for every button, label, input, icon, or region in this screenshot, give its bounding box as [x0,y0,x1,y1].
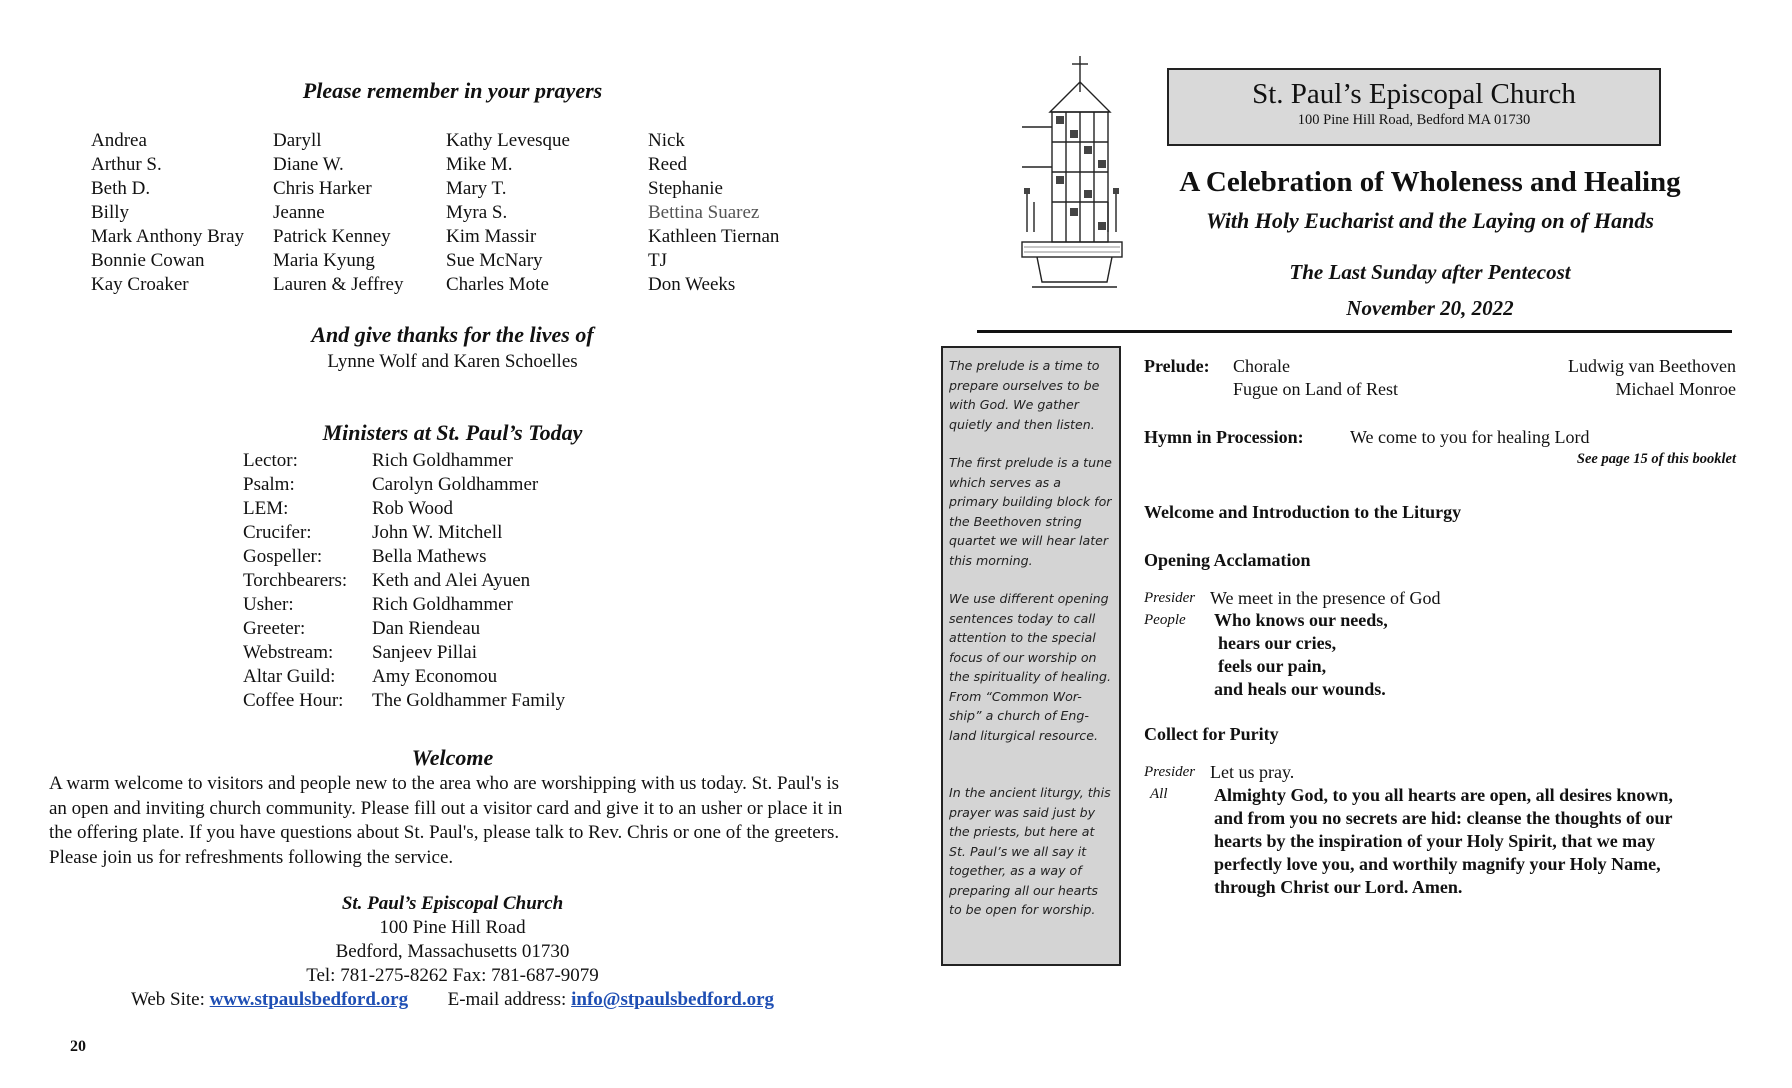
prayer-column-2 [273,129,403,297]
minister-role: Coffee Hour: [243,690,344,711]
prayers-heading: Please remember in your prayers [302,78,603,103]
minister-row [243,594,513,616]
minister-role: Greeter: [243,618,306,639]
minister-row [243,570,531,592]
prayer-name: Kim Massir [446,226,537,247]
service-subtitle: With Holy Eucharist and the Laying on of Hands [1206,208,1654,233]
prelude-piece-1: Chorale [1233,356,1290,376]
prelude-piece-2: Fugue on Land of Rest [1233,379,1398,399]
website-link[interactable]: www.stpaulsbedford.org [209,989,409,1010]
minister-row [243,498,453,520]
prayer-name: Maria Kyung [273,250,375,271]
collect-all-line: perfectly love you, and worthily magnify your Holy Name, [1214,854,1661,874]
minister-role: Lector: [243,450,298,471]
prayer-name: Diane W. [273,154,344,175]
minister-name: Rich Goldhammer [372,594,513,615]
minister-row [243,642,478,664]
sidebar-note: The first prelude is a tune which serves as a primary building block for the Beethoven string quartet we will hear later this morning. [949,455,1112,568]
minister-role: Gospeller: [243,546,323,567]
prayer-name: Myra S. [446,202,508,223]
acclamation-people-line: Who knows our needs, [1214,610,1388,630]
ministers-heading: Ministers at St. Paul’s Today [322,420,583,445]
prayer-name: Kay Croaker [91,274,189,295]
prayer-column-4 [648,129,779,297]
minister-role: Crucifer: [243,522,312,543]
collect-all-line: hearts by the inspiration of your Holy Spirit, that we may [1214,831,1656,851]
prayer-name: Nick [648,130,685,151]
prayer-column-3 [446,129,570,297]
prayer-column-1 [91,129,244,297]
church-name-footer: St. Paul’s Episcopal Church [341,893,564,914]
acclamation-people-line: and heals our wounds. [1214,679,1386,699]
welcome-paragraph: A warm welcome to visitors and people new to the area who are worshipping with us today. St. Paul's is an open and inviting church community. Please fill out a visitor card and give it to an usher or place it in the offering plate. If you have questions about St. Paul's, please talk to Rev. Chris or one of the greeters. Please join us for refreshments following the service. [49,773,843,868]
church-address: 100 Pine Hill Road, Bedford MA 01730 [1297,112,1531,128]
prayer-name: Don Weeks [648,274,736,295]
header-divider [977,330,1732,333]
welcome-intro-heading: Welcome and Introduction to the Liturgy [1144,502,1462,522]
prayer-name: Bettina Suarez [648,202,760,223]
prayer-name: Daryll [273,130,322,151]
minister-row [243,690,566,712]
thanks-heading: And give thanks for the lives of [311,322,594,347]
sidebar-note: In the ancient liturgy, this prayer was said just by the priests, but here at St. Paul’s we all say it together, as a way of preparing all our hearts to be open for worship. [949,785,1111,917]
minister-name: The Goldhammer Family [372,690,566,711]
minister-role: Webstream: [243,642,334,663]
prayer-name: Mary T. [446,178,507,199]
minister-name: Rich Goldhammer [372,450,513,471]
prayer-name: Stephanie [648,178,723,199]
presider-label: Presider [1144,590,1196,606]
prayer-name: Billy [91,202,130,223]
web-label: Web Site: [130,989,210,1010]
people-label: People [1144,612,1186,628]
minister-role: Usher: [243,594,294,615]
prayer-name: Charles Mote [446,274,549,295]
minister-role: LEM: [243,498,289,519]
collect-all-line: Almighty God, to you all hearts are open, all desires known, [1214,785,1673,805]
hymn-title: We come to you for healing Lord [1350,427,1590,447]
minister-row [243,618,481,640]
page-number: 20 [70,1038,86,1055]
address-line-2: Bedford, Massachusetts 01730 [335,941,570,962]
minister-role: Altar Guild: [243,666,336,687]
address-line-1: 100 Pine Hill Road [379,917,526,938]
email-label: E-mail address: [447,989,572,1010]
minister-name: Dan Riendeau [372,618,481,639]
minister-row [243,666,498,688]
thanks-names: Lynne Wolf and Karen Schoelles [327,351,578,372]
occasion: The Last Sunday after Pentecost [1289,260,1571,284]
prayer-name: Arthur S. [91,154,162,175]
minister-name: Rob Wood [372,498,453,519]
prelude-composer-1: Ludwig van Beethoven [1568,356,1736,376]
prayer-name: Bonnie Cowan [91,250,205,271]
prayer-name: Mike M. [446,154,513,175]
phone-fax-line: Tel: 781-275-8262 Fax: 781-687-9079 [306,965,599,986]
minister-row [243,522,503,544]
acclamation-people-line: hears our cries, [1218,633,1337,653]
acclamation-people-line: feels our pain, [1218,656,1327,676]
minister-name: Amy Economou [372,666,498,687]
prayer-name: Chris Harker [273,178,372,199]
prayer-name: Andrea [91,130,147,151]
minister-row [243,450,513,472]
collect-all-line: through Christ our Lord. Amen. [1214,877,1463,897]
prelude-composer-2: Michael Monroe [1615,379,1736,399]
sidebar-note: We use different opening sentences today to call attention to the special focus of our worship on the spirituality of healing. From “Common Wor-ship” a church of Eng-land liturgical resource. [949,591,1111,743]
church-tower-illustration [1012,52,1127,292]
hymn-label: Hymn in Procession: [1144,427,1304,447]
prayer-name: TJ [648,250,667,271]
hymn-note: See page 15 of this booklet [1576,451,1736,467]
prayer-name: Patrick Kenney [273,226,391,247]
minister-role: Psalm: [243,474,295,495]
service-date: November 20, 2022 [1346,296,1514,320]
minister-row [243,474,539,496]
minister-name: Sanjeev Pillai [372,642,478,663]
church-name: St. Paul’s Episcopal Church [1252,78,1576,110]
minister-name: Bella Mathews [372,546,487,567]
collect-presider-text: Let us pray. [1210,762,1295,782]
prayer-name: Jeanne [273,202,325,223]
prayer-name: Mark Anthony Bray [91,226,245,247]
minister-name: Keth and Alei Ayuen [372,570,531,591]
prayer-name: Kathleen Tiernan [648,226,780,247]
prayer-name: Kathy Levesque [446,130,570,151]
prayer-name: Reed [648,154,688,175]
sidebar-note: The prelude is a time to prepare ourselves to be with God. We gather quietly and then listen. [949,358,1100,432]
email-link[interactable]: info@stpaulsbedford.org [571,989,775,1010]
welcome-heading: Welcome [411,745,494,770]
prelude-label: Prelude: [1144,356,1210,376]
church-title-box [1167,68,1661,146]
collect-heading: Collect for Purity [1144,724,1279,744]
collect-all-line: and from you no secrets are hid: cleanse the thoughts of our [1214,808,1673,828]
all-label: All [1150,786,1168,802]
minister-role: Torchbearers: [243,570,348,591]
prayer-name: Beth D. [91,178,151,199]
prayer-name: Lauren & Jeffrey [273,274,404,295]
sidebar-notes [941,346,1121,966]
opening-acclamation-heading: Opening Acclamation [1144,550,1311,570]
minister-name: John W. Mitchell [372,522,503,543]
minister-name: Carolyn Goldhammer [372,474,539,495]
service-title: A Celebration of Wholeness and Healing [1179,166,1681,198]
presider-label: Presider [1144,764,1196,780]
prayer-name: Sue McNary [446,250,543,271]
acclamation-presider-text: We meet in the presence of God [1210,588,1441,608]
minister-row [243,546,487,568]
web-email-line [0,989,905,1011]
